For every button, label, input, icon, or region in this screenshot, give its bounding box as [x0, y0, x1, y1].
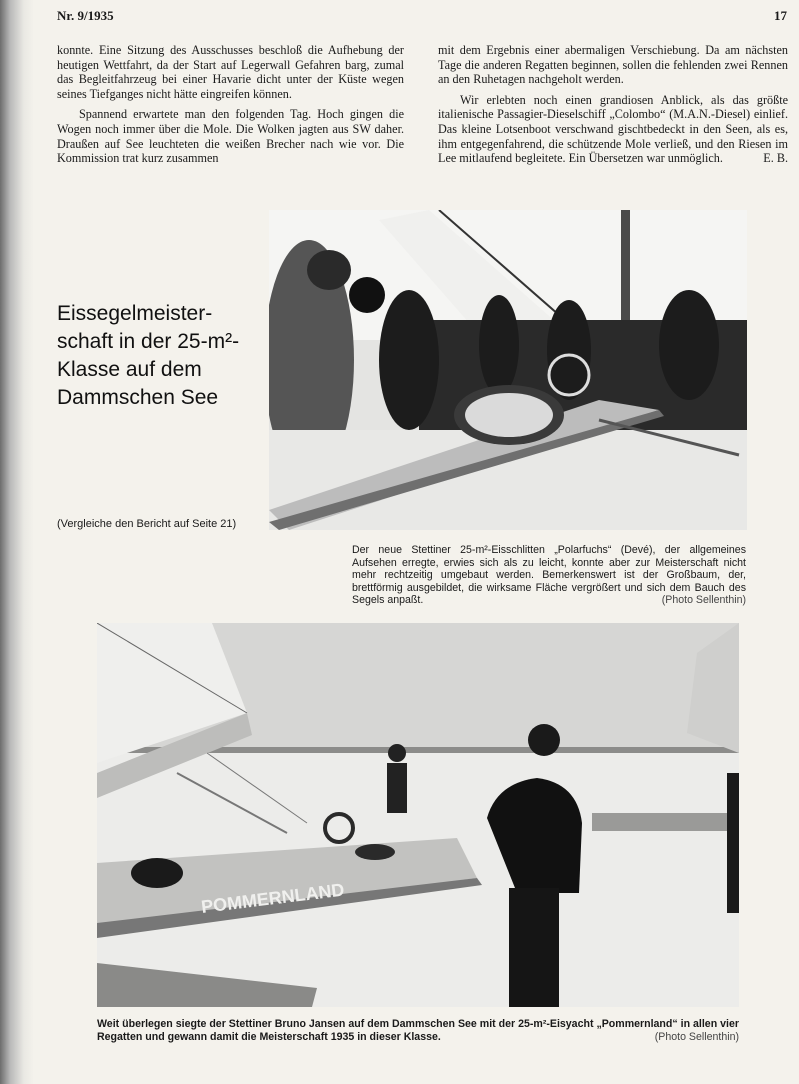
photo-polarfuchs [269, 210, 747, 530]
book-spine-shadow [0, 0, 34, 1084]
photo-polarfuchs-caption [352, 544, 746, 607]
photo-credit: (Photo Sellenthin) [654, 1030, 739, 1043]
photo-pommernland-caption [97, 1018, 739, 1043]
author-signature: E. B. [763, 151, 788, 166]
article-paragraph-text: Wir erlebten noch einen grandiosen Anblick, als das größte italienische Passagier-Dieselschiff „Colombo“ (M.A.N.-Diesel) einlief. Das kleine Lotsenboot verschwand gischtbedeckt in den Seen, als es, ihm entgegenfahrend, die schützende Mole verließ, und den Riesen im Lee mitlaufend begleitete. Ein Übersetzen war unmöglich. [438, 92, 788, 166]
article-paragraph: mit dem Ergebnis einer abermaligen Verschiebung. Da am nächsten Tage die anderen Regatten beginnen, sollen die fehlenden zwei Rennen an den Ruhetagen nachgeholt werden. [438, 43, 788, 87]
hull-lettering: POMMERNLAND [200, 879, 346, 917]
caption-text: Der neue Stettiner 25-m²-Eisschlitten „Polarfuchs“ (Devé), der allgemeines Aufsehen erregte, erwies sich als zu leicht, konnte aber zur Meisterschaft nicht mehr rechtzeitig umgebaut werden. Bemerkenswert ist der Großbaum, der, brettförmig ausgebildet, die wirksame Fläche vergrößert und sich dem Bauch des Segels anpaßt. [352, 544, 746, 607]
article-column-left [57, 43, 404, 166]
issue-number: Nr. 9/1935 [57, 8, 114, 23]
article-paragraph [438, 93, 788, 166]
article-column-right [438, 43, 788, 166]
caption-text: Weit überlegen siegte der Stettiner Bruno Jansen auf dem Dammschen See mit der 25-m²-Eisyacht „Pommernland“ in allen vier Regatten und gewann damit die Meisterschaft 1935 in dieser Klasse. [97, 1018, 739, 1043]
cross-reference-note: (Vergleiche den Bericht auf Seite 21) [57, 518, 237, 530]
photo-pommernland-image [97, 623, 739, 1007]
article-paragraph: konnte. Eine Sitzung des Ausschusses beschloß die Aufhebung der heutigen Wettfahrt, da der Start auf Legerwall Gefahren barg, zumal das Begleitfahrzeug bei einer Havarie dicht unter der Küste wegen seines Tiefganges nicht hätte eingreifen können. [57, 43, 404, 101]
article-paragraph: Spannend erwartete man den folgenden Tag. Hoch gingen die Wogen noch immer über die Mole. Die Wolken jagten aus SW daher. Draußen auf See leuchteten die weißen Brecher nach wie vor. Die Kommission trat kurz zusammen [57, 107, 404, 166]
feature-heading: Eissegelmeister-schaft in der 25-m²-Klasse auf dem Dammschen See [57, 302, 240, 409]
page-number: 17 [774, 8, 787, 23]
photo-credit: (Photo Sellenthin) [661, 594, 746, 607]
photo-pommernland [97, 623, 739, 1007]
photo-polarfuchs-image [269, 210, 747, 530]
